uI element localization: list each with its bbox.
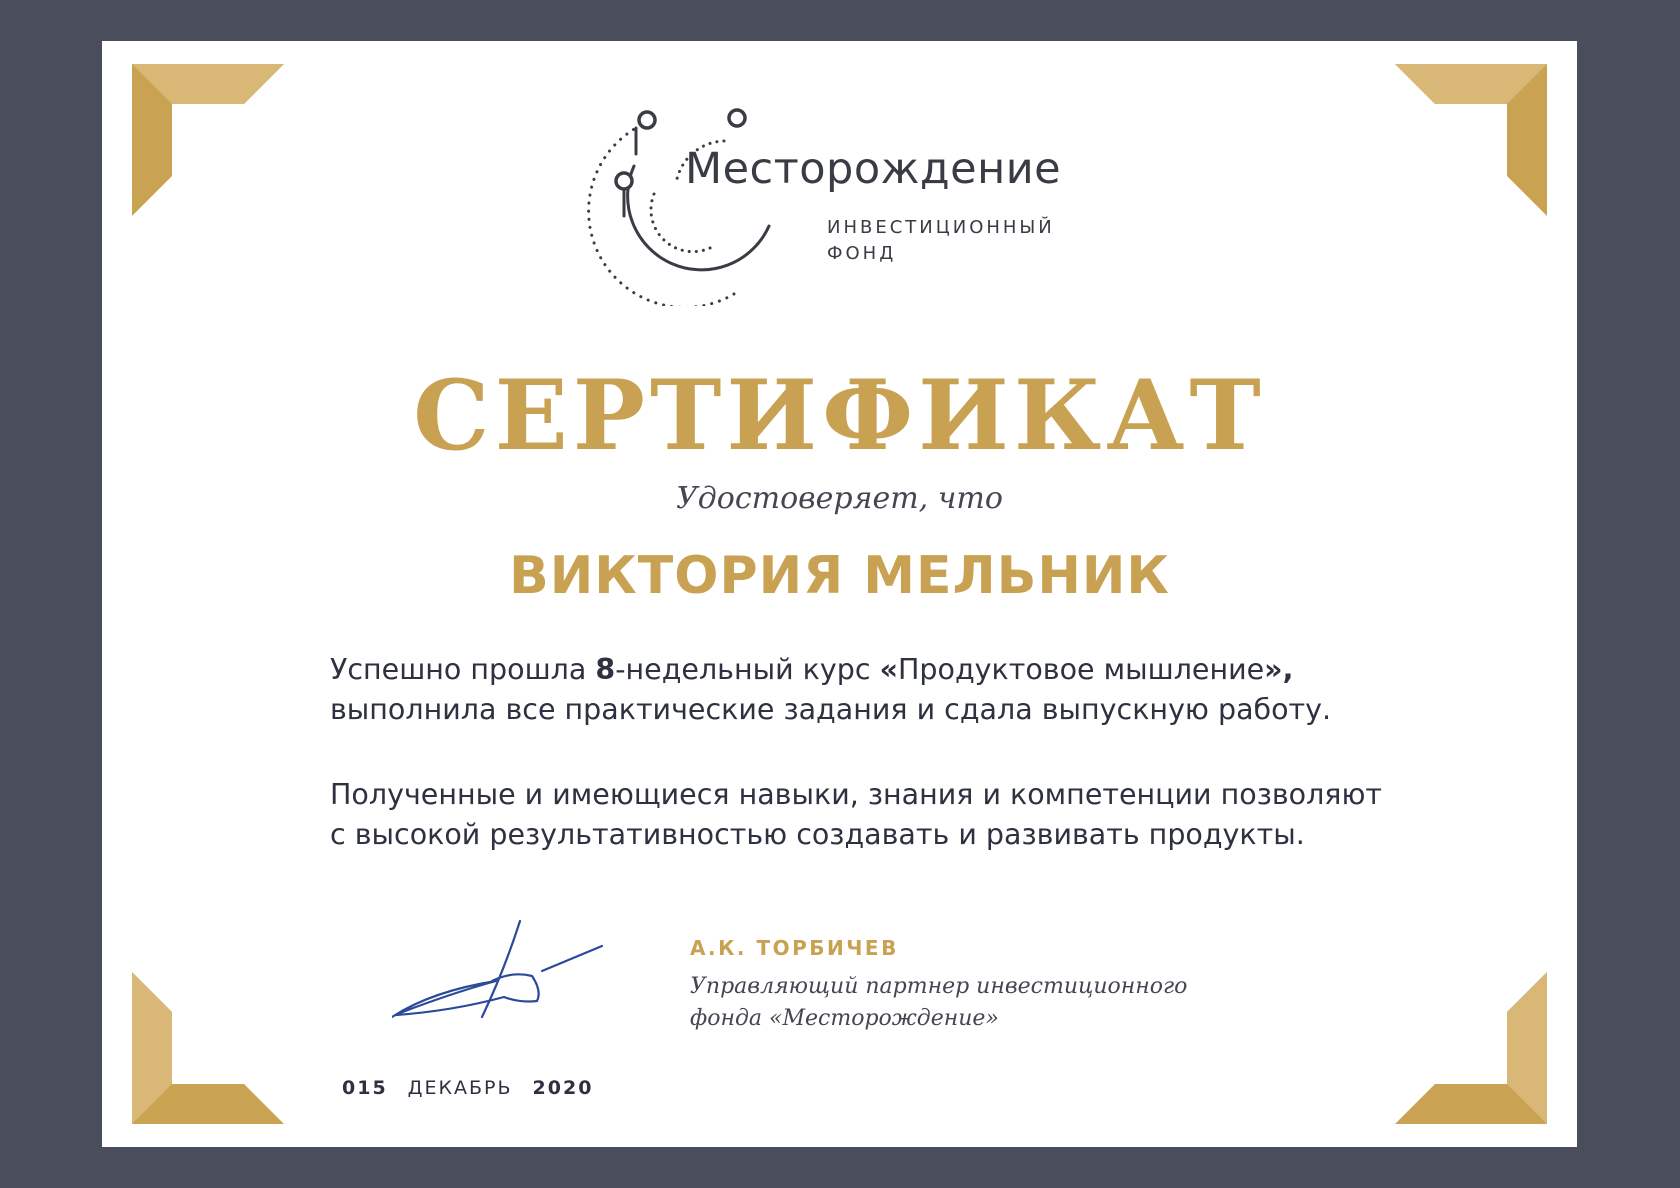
completion-text-c: -недельный курс (615, 653, 880, 686)
corner-ornament-bottom-right (1395, 972, 1547, 1124)
date-day: 015 (342, 1077, 388, 1099)
skills-paragraph (330, 775, 1450, 855)
date-month: ДЕКАБРЬ (407, 1077, 513, 1099)
signer-role-line1: Управляющий партнер инвестиционного (690, 974, 1188, 999)
certifies-text: Удостоверяет, что (676, 481, 1003, 516)
skills-line-1: Полученные и имеющиеся навыки, знания и компетенции позволяют (330, 778, 1383, 811)
completion-text-a: Успешно прошла (330, 653, 596, 686)
fund-logo-subtitle (827, 215, 1055, 267)
handwritten-signature (392, 911, 682, 1051)
completion-comma: , (1282, 653, 1294, 686)
skills-line-2: с высокой результативностью создавать и развивать продукты. (330, 818, 1305, 851)
date-year: 2020 (532, 1077, 594, 1099)
course-name: Продуктовое мышление (898, 653, 1265, 686)
course-weeks: 8 (595, 653, 616, 686)
completion-paragraph (330, 650, 1450, 730)
recipient-name: ВИКТОРИЯ МЕЛЬНИК (509, 546, 1170, 606)
signer-role (690, 971, 1187, 1035)
corner-ornament-bottom-left (132, 972, 284, 1124)
corner-ornament-top-left (132, 64, 284, 216)
issue-date (342, 1077, 613, 1099)
certificate-sheet (102, 41, 1577, 1147)
signer-role-line2: фонда «Месторождение» (690, 1006, 999, 1031)
corner-ornament-top-right (1395, 64, 1547, 216)
quote-close: » (1264, 653, 1283, 686)
fund-logo-subtitle-line2: ФОНД (827, 243, 897, 264)
signer-name: А.К. ТОРБИЧЕВ (690, 936, 899, 960)
quote-open: « (879, 653, 898, 686)
certificate-title: СЕРТИФИКАТ (413, 359, 1266, 472)
fund-logo-name: Месторождение (685, 144, 1062, 194)
completion-line-2: выполнила все практические задания и сдала выпускную работу. (330, 693, 1332, 726)
completion-line-1 (330, 650, 1450, 690)
fund-logo-subtitle-line1: ИНВЕСТИЦИОННЫЙ (827, 217, 1055, 238)
